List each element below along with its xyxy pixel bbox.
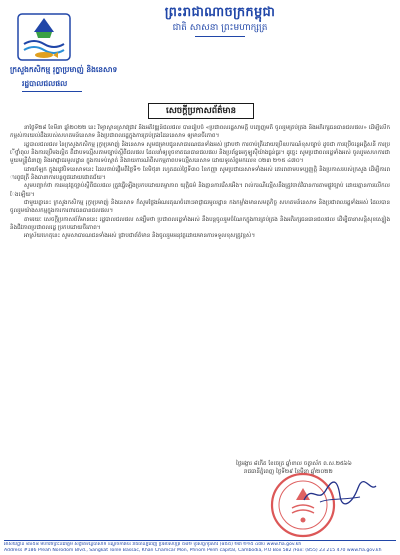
kingdom-title: ព្រះរាជាណាចក្រកម្ពុជា [164,5,276,20]
place-date-line: រាជធានីភ្នំពេញ ថ្ងៃទី២៩ ខែមីនា ឆ្នាំ២០២២ [244,469,333,475]
national-motto: ជាតិ សាសនា ព្រះមហាក្សត្រ [172,23,268,33]
footer-address-khmer: អាសយដ្ឋាន ៨៦៥៨ មហាវិថីព្រះនរោត្តម សង្កាត់ទន្លេបាសាក់ ខណ្ឌចំការមន រាជធានីភ្នំពេញ ប្រអប់សំបុត្រ ៥៨២ ទូរស័ព្ទ/ទូរសារ (៨៥៥) ២៣ ២១៥ ៤៧០ www.fia.gov.kh [4,542,302,547]
paragraph: នាថ្ងៃទី២៨ ខែមីនា ឆ្នាំ២០២២ នេះ វិទ្យាស្ថានស្រាវជ្រាវ និងអភិវឌ្ឍន៍ជលផល បានរៀបចំ «ប្រជាពលរដ្ឋសាមគ្គី បញ្ចេញមតិ ចូលរួមគ្រប់គ្រង និងអភិរក្សធនធានជលផល» ដើម្បីលើកកម្ពស់ការយល់ដឹងរបស់សហគមន៍នេសាទ និងប្រជាពលរដ្ឋក្នុងការគ្រប់គ្រងដែននេសាទ ឲ្យមានចីរភាព។ [10,125,390,140]
paragraph: ជាមួយគ្នានេះ ក្រសួងកសិកម្ម រុក្ខាប្រមាញ់ និងនេសាទ ក៏សូមថ្លែងអំណរគុណចំពោះអាជ្ញាធរមូលដ្ឋាន កងកម្លាំងមានសមត្ថកិច្ច សហគមន៍នេសាទ និងប្រជាពលរដ្ឋទាំងអស់ ដែលបានចូលរួមយ៉ាងសកម្មក្នុងការការពារធនធានជលផល។ [10,200,390,215]
ministry-name: ក្រសួងកសិកម្ម រុក្ខាប្រមាញ់ និងនេសាទ [10,65,118,74]
document-title: សេចក្តីប្រកាសព័ត៌មាន [148,103,254,119]
paragraph: តាមរយៈ សេចក្តីប្រកាសព័ត៌មាននេះ រដ្ឋបាលជលផល សង្ឃឹមថា ប្រជាពលរដ្ឋទាំងអស់ នឹងបន្តចូលរួមចំណែកក្នុងការគ្រប់គ្រង និងអភិរក្សធនធានជលផល ដើម្បីធានាសន្តិសុខស្បៀង និងជីវភាពប្រជាពលរដ្ឋ ប្រកបដោយចីរភាព។ [10,216,390,232]
paragraph: សូមបញ្ជាក់ថា ការអនុវត្តច្បាប់ស្តីពីជលផល ត្រូវធ្វើឡើងប្រកបដោយតម្លាភាព យុត្តិធម៌ និងគ្មានការរើសអើង។ រាល់ករណីល្មើសនឹងត្រូវចាត់វិធានការតាមផ្លូវច្បាប់ ដោយគ្មានការលើកលែងឡើយ។ [10,183,390,198]
administration-divider [22,91,82,92]
paragraph: រដ្ឋបាលជលផល នៃក្រសួងកសិកម្ម រុក្ខាប្រមាញ់ និងនេសាទ សូមជម្រាបជូនសាធារណជនទាំងអស់ ជ្រាបថា ការចាប់ត្រីដោយប្រើឧបករណ៍ខុសច្បាប់ ដូចជា ការប្រើចរន្តអគ្គិសនី ការប្រើថ្នាំពុល និងការប្រើមងល្អិត គឺជាបទល្មើសតាមច្បាប់ស្តីពីជលផល ដែលនាំឲ្យខូចខាតធនធានជលផល និងប្រព័ន្ធអេកូឡូស៊ីយ៉ាងធ្ងន់ធ្ងរ។ ដូច្នេះ សូមប្រជាពលរដ្ឋទាំងអស់ ចូលរួមសហការជាមួយមន្ត្រីជំនាញ និងអាជ្ញាធរមូលដ្ឋាន ក្នុងការទប់ស្កាត់ និងរាយការណ៍ពីសកម្មភាពបទល្មើសនេសាទ ដោយទូរស័ព្ទមកលេខ ០២៣ ២១៥ ៤៧០។ [10,141,390,165]
fisheries-logo-icon [16,12,72,62]
footer-address-english: Address #186 Preah Norodom Blvd., Sangkat Tonle Bassac, Khan Chamcar Mon, Phnom Penh capital, Cambodia, P.O Box 582 /Fax: (855) 23 215 470 www.fia.gov.kh [4,548,382,553]
paragraph: ដោយឡែក ក្នុងរដូវបិទនេសាទនេះ ដែលចាប់ផ្តើមពីថ្ងៃទី១ ខែមិថុនា រហូតដល់ថ្ងៃទី៣០ ខែកញ្ញា សូមប្រជានេសាទទាំងអស់ គោរពតាមបទប្បញ្ញត្តិ និងប្រកាសរបស់ក្រសួង ដើម្បីការពារពូជត្រី និងធានាការបន្តពូជដោយជោគជ័យ។ [10,166,390,182]
lunar-date-line: ថ្ងៃអង្គារ ៨កើត ខែចេត្រ ឆ្នាំខាល ចត្វាស័ក ព.ស.២៥៦៦ [236,461,352,467]
paragraph: អាស្រ័យហេតុនេះ សូមសាធារណជនទាំងអស់ ជ្រាបជាព័ត៌មាន និងចូលរួមអនុវត្តដោយមានការទទួលខុសត្រូវខ្ពស់។ [24,233,256,240]
administration-name: រដ្ឋបាលជលផល [22,79,68,88]
document-body [10,124,390,459]
signature-icon [300,478,380,508]
footer-divider [4,540,396,541]
motto-divider [195,36,245,37]
